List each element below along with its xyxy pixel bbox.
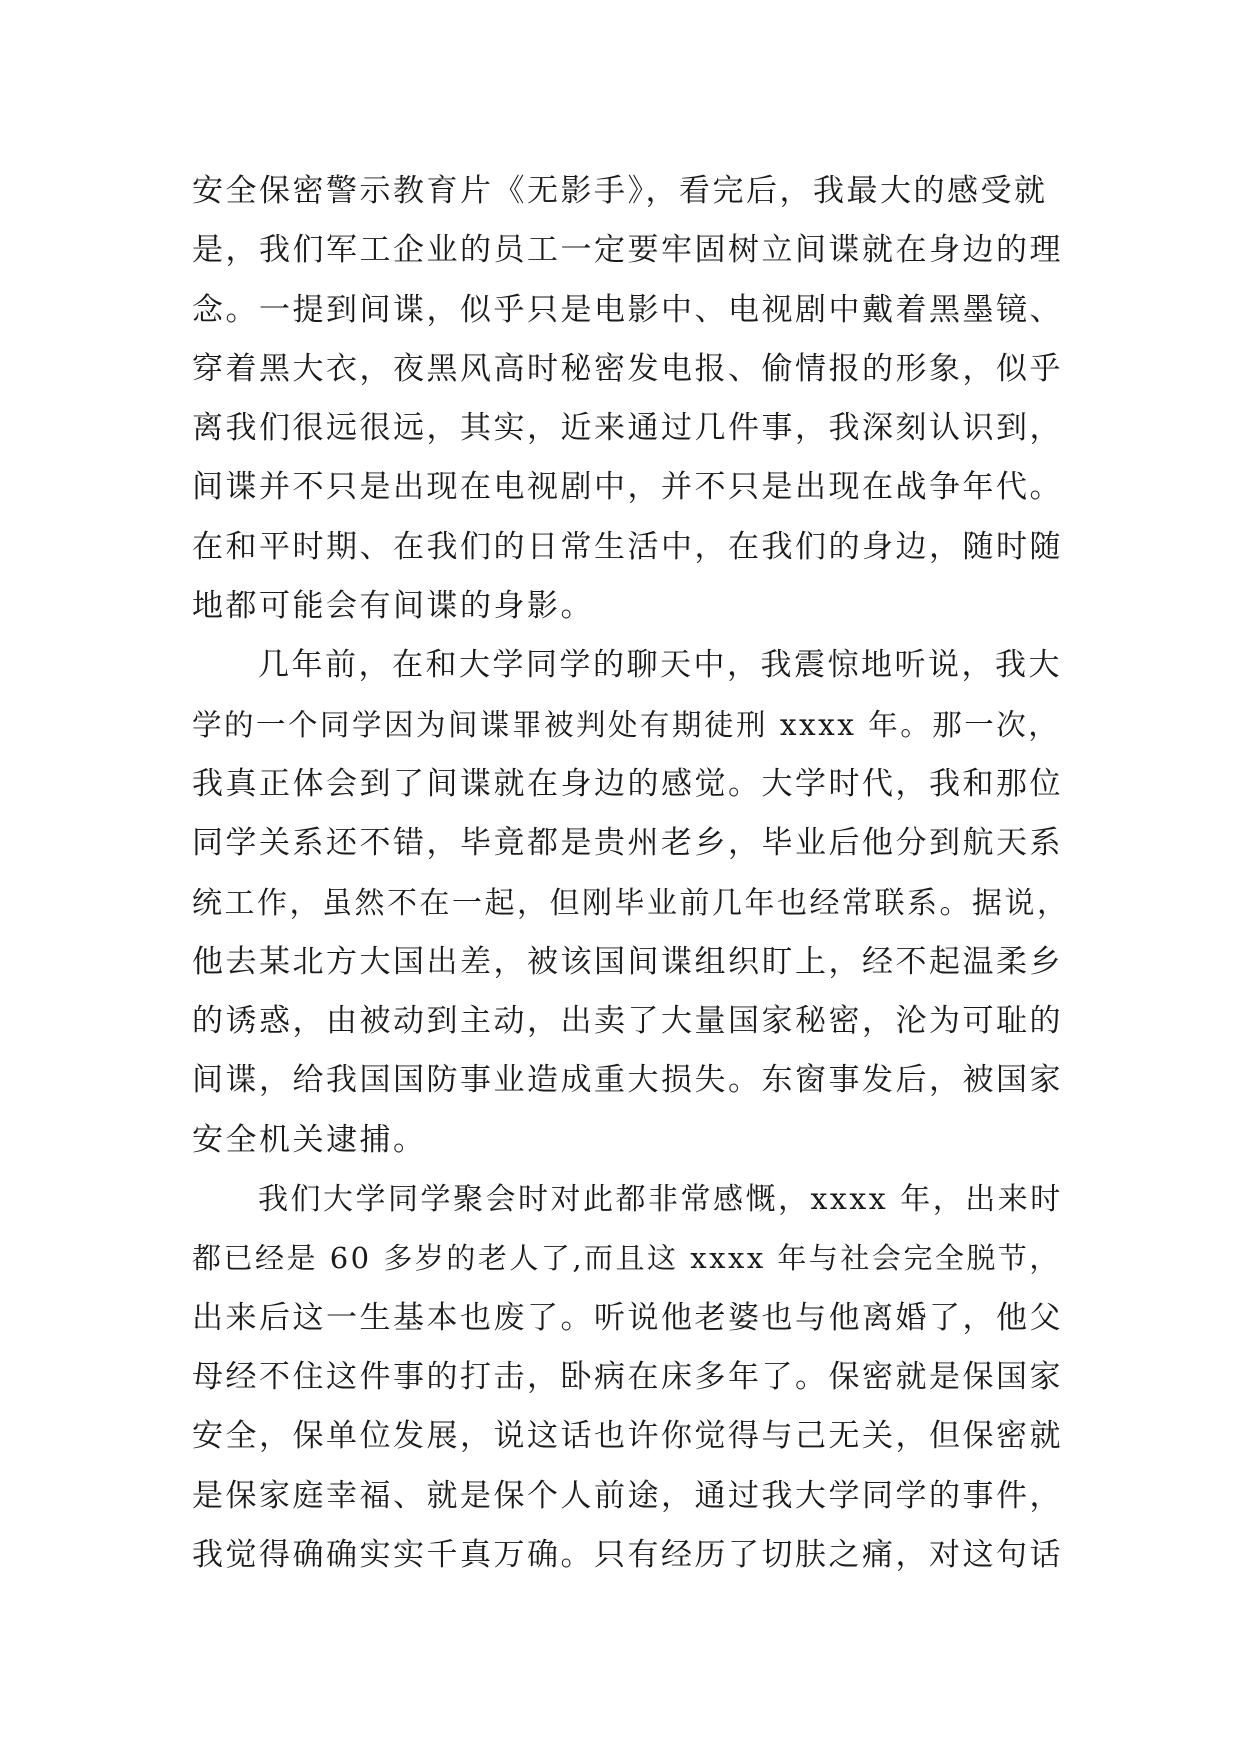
text-line: 母经不住这件事的打击，卧病在床多年了。保密就是保国家 xyxy=(192,1358,1063,1395)
text-line: 地都可能会有间谍的身影。 xyxy=(192,588,594,625)
text-line: 我们大学同学聚会时对此都非常感慨，xxxx 年，出来时 xyxy=(258,1182,1063,1218)
text-line: 是保家庭幸福、就是保个人前途，通过我大学同学的事件， xyxy=(192,1477,1063,1514)
paragraph-3 xyxy=(192,1170,1072,1585)
text-line: 安全保密警示教育片《无影手》，看完后，我最大的感受就 xyxy=(192,173,1048,209)
paragraph-2 xyxy=(192,636,1072,1170)
text-line: 是，我们军工企业的员工一定要牢固树立间谍就在身边的理 xyxy=(192,232,1063,269)
text-line: 同学关系还不错，毕竟都是贵州老乡，毕业后他分到航天系 xyxy=(192,825,1063,862)
text-line: 统工作，虽然不在一起，但刚毕业前几年也经常联系。据说， xyxy=(192,885,1070,921)
text-line: 的诱惑，由被动到主动，出卖了大量国家秘密，沦为可耻的 xyxy=(192,1003,1063,1040)
text-line: 出来后这一生基本也废了。听说他老婆也与他离婚了，他父 xyxy=(192,1299,1063,1336)
text-line: 在和平时期、在我们的日常生活中，在我们的身边，随时随 xyxy=(192,528,1063,565)
paragraph-1 xyxy=(192,162,1072,636)
text-line: 他去某北方大国出差，被该国间谍组织盯上，经不起温柔乡 xyxy=(192,943,1063,980)
text-line: 穿着黑大衣，夜黑风高时秘密发电报、偷情报的形象，似乎 xyxy=(192,350,1063,387)
text-line: 我觉得确确实实千真万确。只有经历了切肤之痛，对这句话 xyxy=(192,1536,1063,1573)
text-line: 我真正体会到了间谍就在身边的感觉。大学时代，我和那位 xyxy=(192,765,1063,802)
text-line: 安全，保单位发展，说这话也许你觉得与己无关，但保密就 xyxy=(192,1418,1063,1455)
text-line: 几年前，在和大学同学的聊天中，我震惊地听说，我大 xyxy=(258,647,1062,684)
text-line: 安全机关逮捕。 xyxy=(192,1121,427,1158)
document-body xyxy=(192,162,1072,1585)
text-line: 念。一提到间谍，似乎只是电影中、电视剧中戴着黑墨镜、 xyxy=(192,291,1063,328)
text-line: 间谍，给我国国防事业造成重大损失。东窗事发后，被国家 xyxy=(192,1062,1063,1099)
text-line: 都已经是 60 多岁的老人了,而且这 xxxx 年与社会完全脱节， xyxy=(192,1241,1061,1276)
text-line: 离我们很远很远，其实，近来通过几件事，我深刻认识到， xyxy=(192,410,1063,447)
text-line: 间谍并不只是出现在电视剧中，并不只是出现在战争年代。 xyxy=(192,469,1063,506)
text-line: 学的一个同学因为间谍罪被判处有期徒刑 xxxx 年。那一次， xyxy=(192,707,1061,742)
